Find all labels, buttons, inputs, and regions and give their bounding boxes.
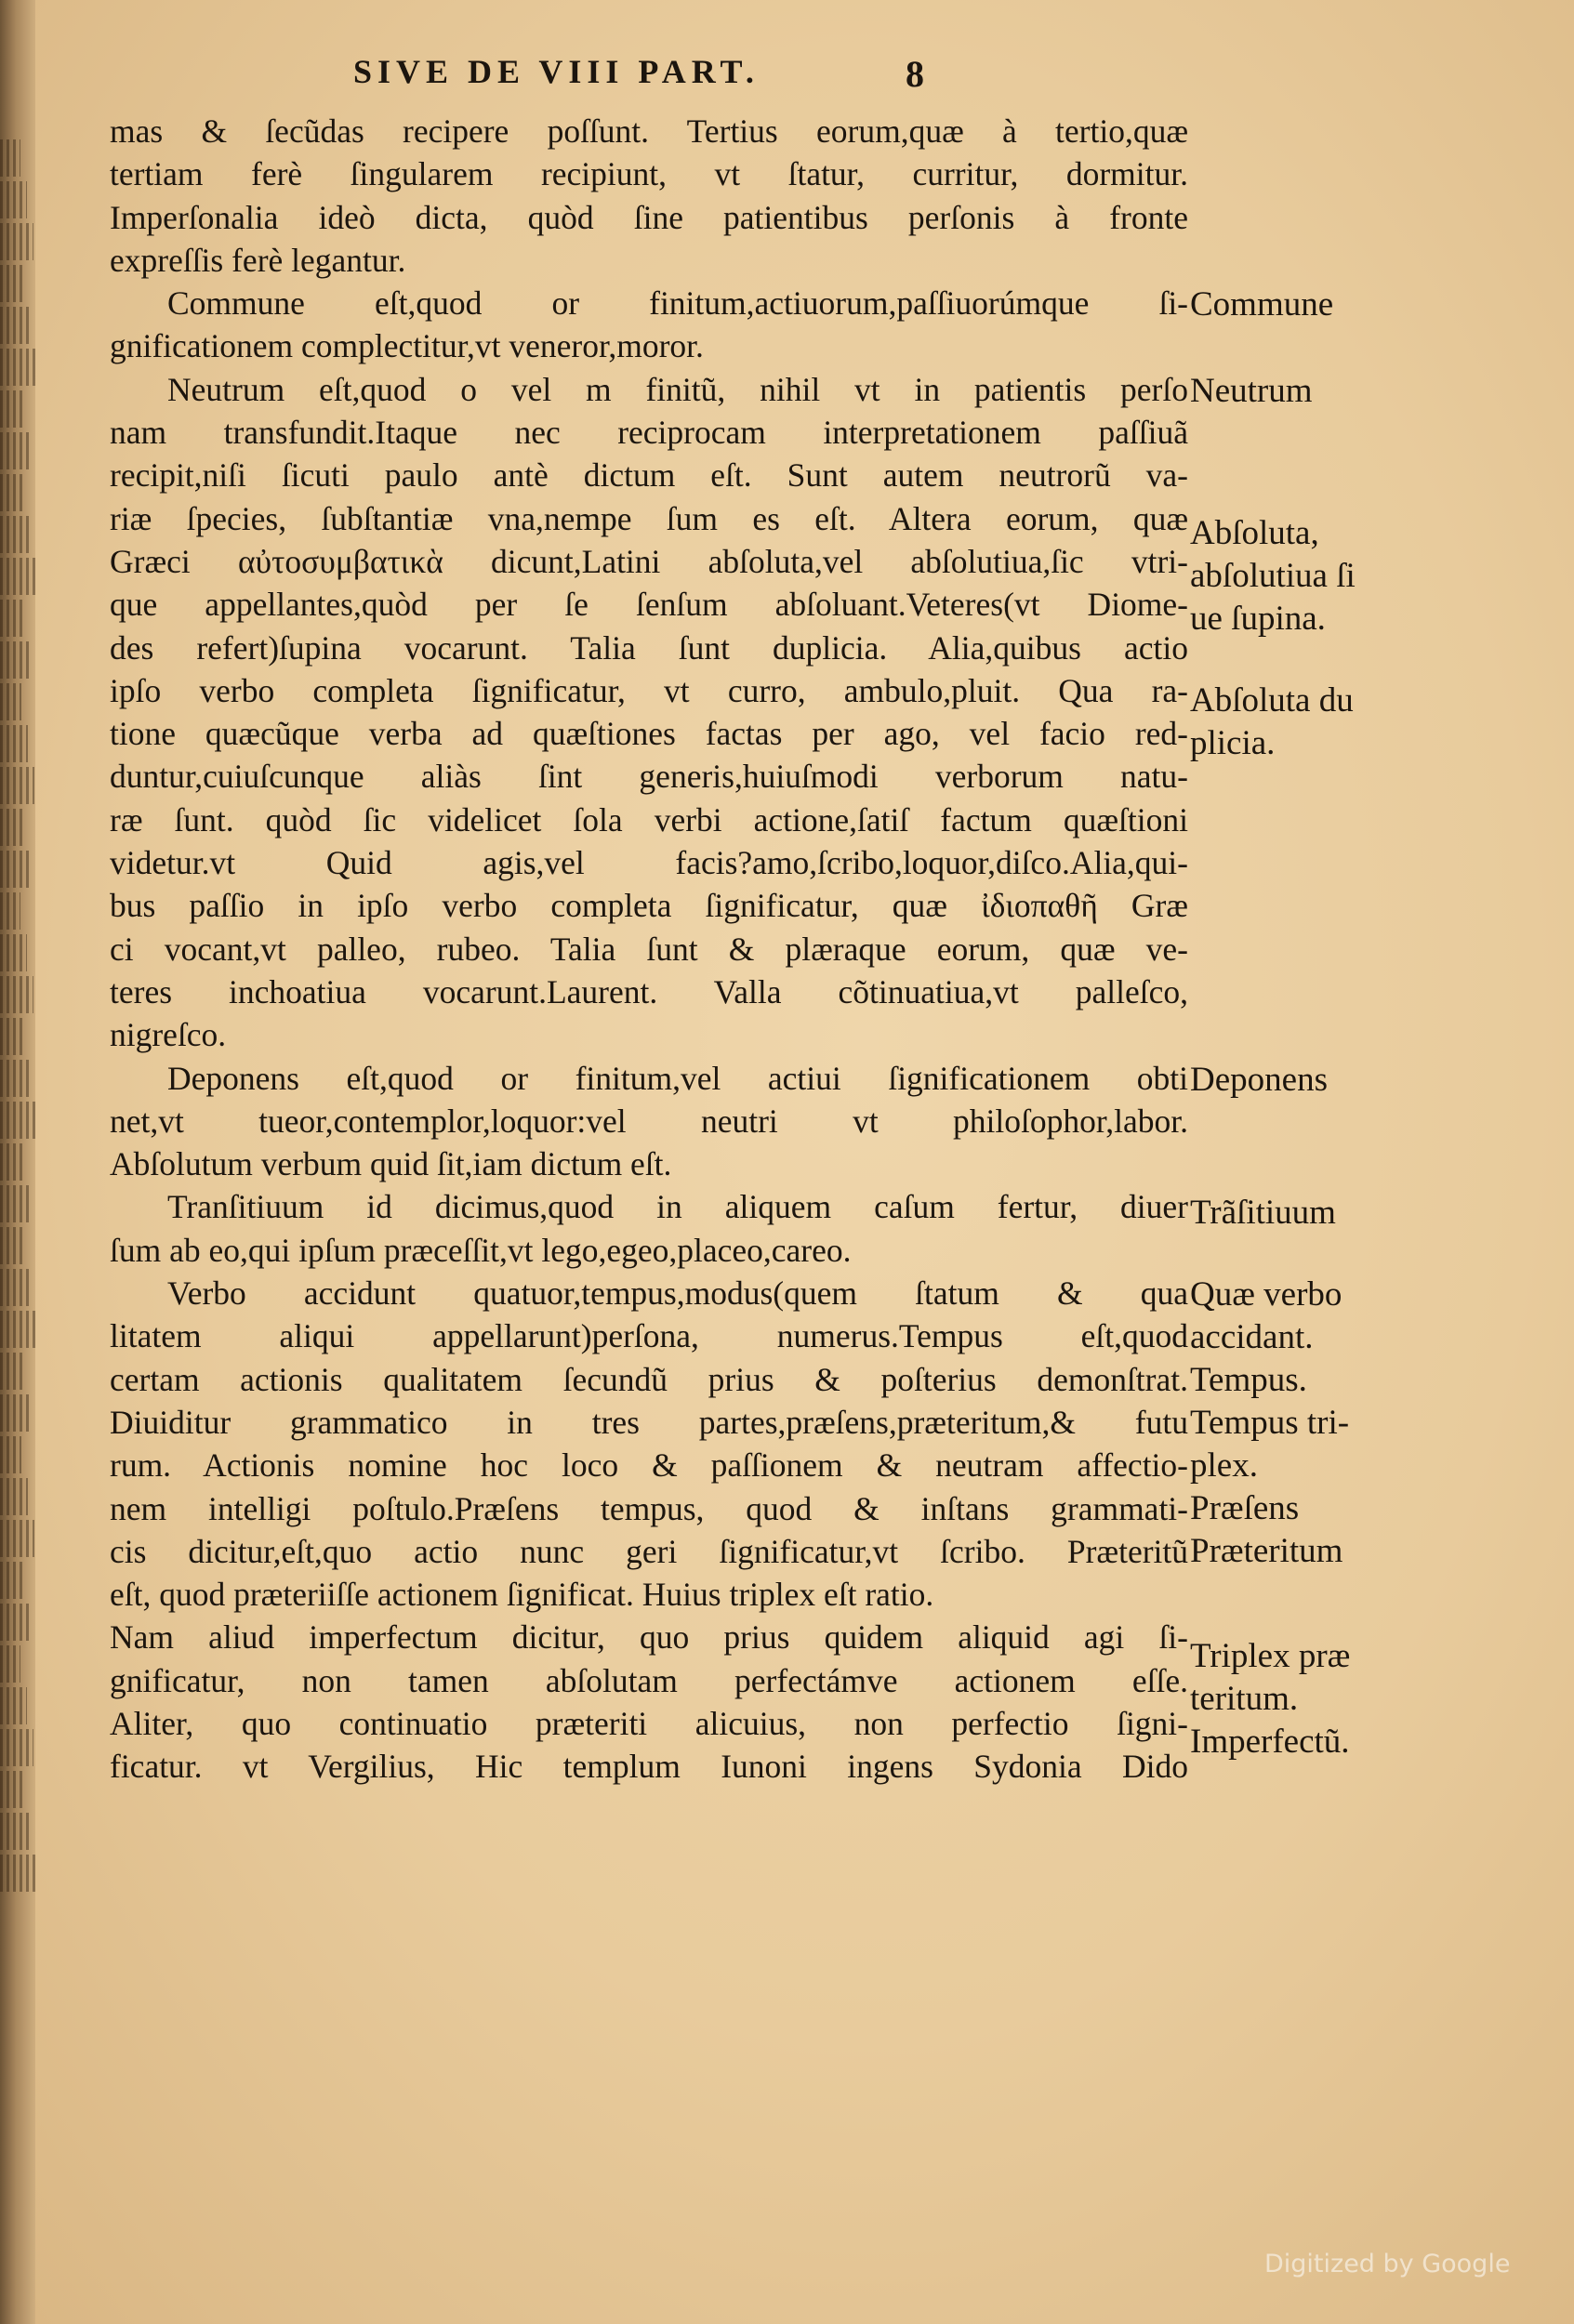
margin-note-line: plicia.: [1190, 724, 1276, 763]
bleed-mark: [0, 307, 30, 344]
text-line: ipſo verbo completa ſignificatur, vt curro, ambulo,pluit. Qua ra-: [110, 671, 1188, 709]
bleed-mark: [0, 641, 32, 679]
margin-note: [1190, 1274, 1422, 1573]
text-line: Græci αὐτοσυμβατικὰ dicunt,Latini abſoluta,vel abſolutiua,ſic vtri-: [110, 542, 1188, 580]
text-line: videtur.vt Quid agis,vel facis?amo,ſcribo,loquor,diſco.Alia,qui-: [110, 844, 1188, 882]
bleed-mark: [0, 1604, 31, 1641]
margin-note-line: accidant.: [1190, 1318, 1314, 1357]
bleed-mark: [0, 1729, 33, 1766]
text-line: tione quæcũque verba ad quæſtiones factas per ago, vel facio red-: [110, 715, 1188, 753]
text-line: Nam aliud imperfectum dicitur, quo prius quidem aliquid agi ſi-: [110, 1618, 1188, 1657]
text-line: nem intelligi poſtulo.Præſens tempus, quod & inſtans grammati-: [110, 1489, 1188, 1527]
text-line: net,vt tueor,contemplor,loquor:vel neutri vt philoſophor,labor.: [110, 1102, 1188, 1140]
text-line: Verbo accidunt quatuor,tempus,modus(quem ſtatum & qua: [167, 1274, 1188, 1313]
bleed-mark: [0, 558, 35, 595]
bleed-mark: [0, 1436, 21, 1473]
bleed-mark: [0, 1562, 24, 1599]
running-header: [353, 52, 930, 97]
bleed-mark: [0, 265, 23, 302]
text-line: eſt, quod præteriiſſe actionem ſignificat. Huius triplex eſt ratio.: [110, 1576, 934, 1614]
bleed-mark: [0, 1855, 36, 1892]
digitization-watermark: Digitized by Google: [1264, 2250, 1511, 2278]
bleed-mark: [0, 600, 25, 637]
text-line: nam transfundit.Itaque nec reciprocam interpretationem paſſiuã: [110, 414, 1188, 452]
text-line: Abſolutum verbum quid ſit,iam dictum eſt.: [110, 1145, 672, 1183]
margin-note-line: Præteritum: [1190, 1532, 1343, 1571]
text-line: nigreſco.: [110, 1016, 227, 1054]
running-title: SIVE DE VIII PART.: [353, 53, 760, 90]
text-line: des refert)ſupina vocarunt. Talia ſunt duplicia. Alia,quibus actio: [110, 628, 1188, 667]
bleed-mark: [0, 1394, 32, 1432]
text-line: expreſſis ferè legantur.: [110, 241, 406, 279]
text-line: cis dicitur,eſt,quo actio nunc geri ſignificatur,vt ſcribo. Præteritũ: [110, 1532, 1188, 1570]
margin-note: [1190, 370, 1422, 413]
bleed-mark: [0, 1102, 36, 1139]
bleed-mark: [0, 1520, 34, 1557]
margin-note-line: Tempus.: [1190, 1361, 1307, 1400]
margin-note-line: abſolutiua ſi: [1190, 556, 1356, 595]
bleed-mark: [0, 139, 20, 177]
text-line: Deponens eſt,quod or finitum,vel actiui ſignificationem obti: [167, 1059, 1188, 1097]
margin-note-line: Triplex præ: [1190, 1637, 1351, 1676]
margin-note-line: Abſoluta du: [1190, 681, 1354, 720]
bleed-mark: [0, 1018, 23, 1055]
bleed-mark: [0, 1478, 28, 1515]
text-line: Tranſitiuum id dicimus,quod in aliquem caſum fertur, diuer: [167, 1188, 1188, 1226]
text-line: tertiam ferè ſingularem recipiunt, vt ſtatur, curritur, dormitur.: [110, 155, 1188, 193]
bleed-mark: [0, 683, 21, 720]
bleed-mark: [0, 1311, 35, 1348]
facing-page-bleed: [0, 139, 43, 1961]
margin-note-line: Tempus tri-: [1190, 1404, 1350, 1443]
margin-note: [1190, 1635, 1422, 1763]
bleed-mark: [0, 1687, 27, 1724]
margin-note-line: Abſoluta,: [1190, 513, 1319, 552]
bleed-mark: [0, 1771, 23, 1808]
text-line: ræ ſunt. quòd ſic videlicet ſola verbi actione,ſatiſ factum quæſtioni: [110, 800, 1188, 838]
bleed-mark: [0, 892, 20, 930]
text-line: recipit,niſi ſicuti paulo antè dictum eſt. Sunt autem neutrorũ va-: [110, 456, 1188, 495]
bleed-mark: [0, 432, 33, 469]
bleed-mark: [0, 725, 28, 762]
margin-note-line: Deponens: [1190, 1060, 1328, 1099]
margin-note: [1190, 1192, 1422, 1235]
text-line: ficatur. vt Vergilius, Hic templum Iunoni ingens Sydonia Dido: [110, 1748, 1188, 1786]
text-line: mas & ſecũdas recipere poſſunt. Tertius eorum,quæ à tertio,quæ: [110, 112, 1188, 150]
bleed-mark: [0, 181, 27, 218]
bleed-mark: [0, 390, 26, 428]
margin-note-line: Neutrum: [1190, 371, 1313, 410]
bleed-mark: [0, 1143, 26, 1181]
margin-note-line: Præſens: [1190, 1489, 1300, 1528]
margin-note: [1190, 1059, 1422, 1102]
bleed-mark: [0, 1269, 29, 1306]
text-line: teres inchoatiua vocarunt.Laurent. Valla cõtinuatiua,vt palleſco,: [110, 972, 1188, 1010]
bleed-mark: [0, 934, 27, 971]
bleed-mark: [0, 1813, 30, 1850]
text-line: litatem aliqui appellarunt)perſona, numerus.Tempus eſt,quod: [110, 1317, 1188, 1355]
margin-note-line: Quæ verbo: [1190, 1275, 1343, 1314]
text-line: Commune eſt,quod or finitum,actiuorum,paſſiuorúmque ſi-: [167, 284, 1188, 323]
text-line: ci vocant,vt palleo, rubeo. Talia ſunt & plæraque eorum, quæ ve-: [110, 930, 1188, 968]
margin-note-line: Trãſitiuum: [1190, 1194, 1336, 1233]
text-line: bus paſſio in ipſo verbo completa ſignificatur, quæ ἰδιοπαθῆ Græ: [110, 887, 1188, 925]
margin-note: [1190, 512, 1422, 640]
text-line: gnificationem complectitur,vt veneror,moror.: [110, 327, 704, 365]
bleed-mark: [0, 1645, 20, 1683]
margin-note: [1190, 284, 1422, 326]
bleed-mark: [0, 474, 22, 511]
text-line: Aliter, quo continuatio præteriti alicuius, non perfectio ſigni-: [110, 1704, 1188, 1742]
text-line: rum. Actionis nomine hoc loco & paſſionem & neutram affectio-: [110, 1446, 1188, 1485]
margin-note-line: teritum.: [1190, 1680, 1299, 1719]
bleed-mark: [0, 809, 24, 846]
margin-note-line: ue ſupina.: [1190, 599, 1326, 638]
text-line: ſum ab eo,qui ipſum præceſſit,vt lego,egeo,placeo,careo.: [110, 1231, 852, 1269]
bleed-mark: [0, 1185, 33, 1222]
margin-note-line: Imperfectũ.: [1190, 1723, 1350, 1762]
margin-note: [1190, 680, 1422, 765]
text-line: Imperſonalia ideò dicta, quòd ſine patientibus perſonis à fronte: [110, 198, 1188, 236]
bleed-mark: [0, 516, 29, 553]
bleed-mark: [0, 1060, 30, 1097]
text-line: Neutrum eſt,quod o vel m finitũ, nihil vt in patientis perſo: [167, 370, 1188, 408]
bleed-mark: [0, 349, 36, 386]
page-number: 8: [906, 53, 930, 95]
text-line: certam actionis qualitatem ſecundũ prius & poſterius demonſtrat.: [110, 1360, 1188, 1398]
margin-note-line: Commune: [1190, 285, 1334, 324]
bleed-mark: [0, 1227, 22, 1264]
text-line: duntur,cuiuſcunque aliàs ſint generis,huiuſmodi verborum natu-: [110, 758, 1188, 796]
bleed-mark: [0, 1353, 25, 1390]
text-line: Diuiditur grammatico in tres partes,præſens,præteritum,& futu: [110, 1403, 1188, 1441]
text-line: riæ ſpecies, ſubſtantiæ vna,nempe ſum es eſt. Altera eorum, quæ: [110, 499, 1188, 537]
margin-note-line: plex.: [1190, 1446, 1258, 1486]
text-line: que appellantes,quòd per ſe ſenſum abſoluant.Veteres(vt Diome-: [110, 586, 1188, 624]
bleed-mark: [0, 976, 33, 1013]
main-text-block: [110, 110, 1188, 1789]
bleed-mark: [0, 223, 33, 260]
bleed-mark: [0, 851, 31, 888]
text-line: gnificatur, non tamen abſolutam perfectámve actionem eſſe.: [110, 1661, 1188, 1699]
bleed-mark: [0, 767, 34, 804]
